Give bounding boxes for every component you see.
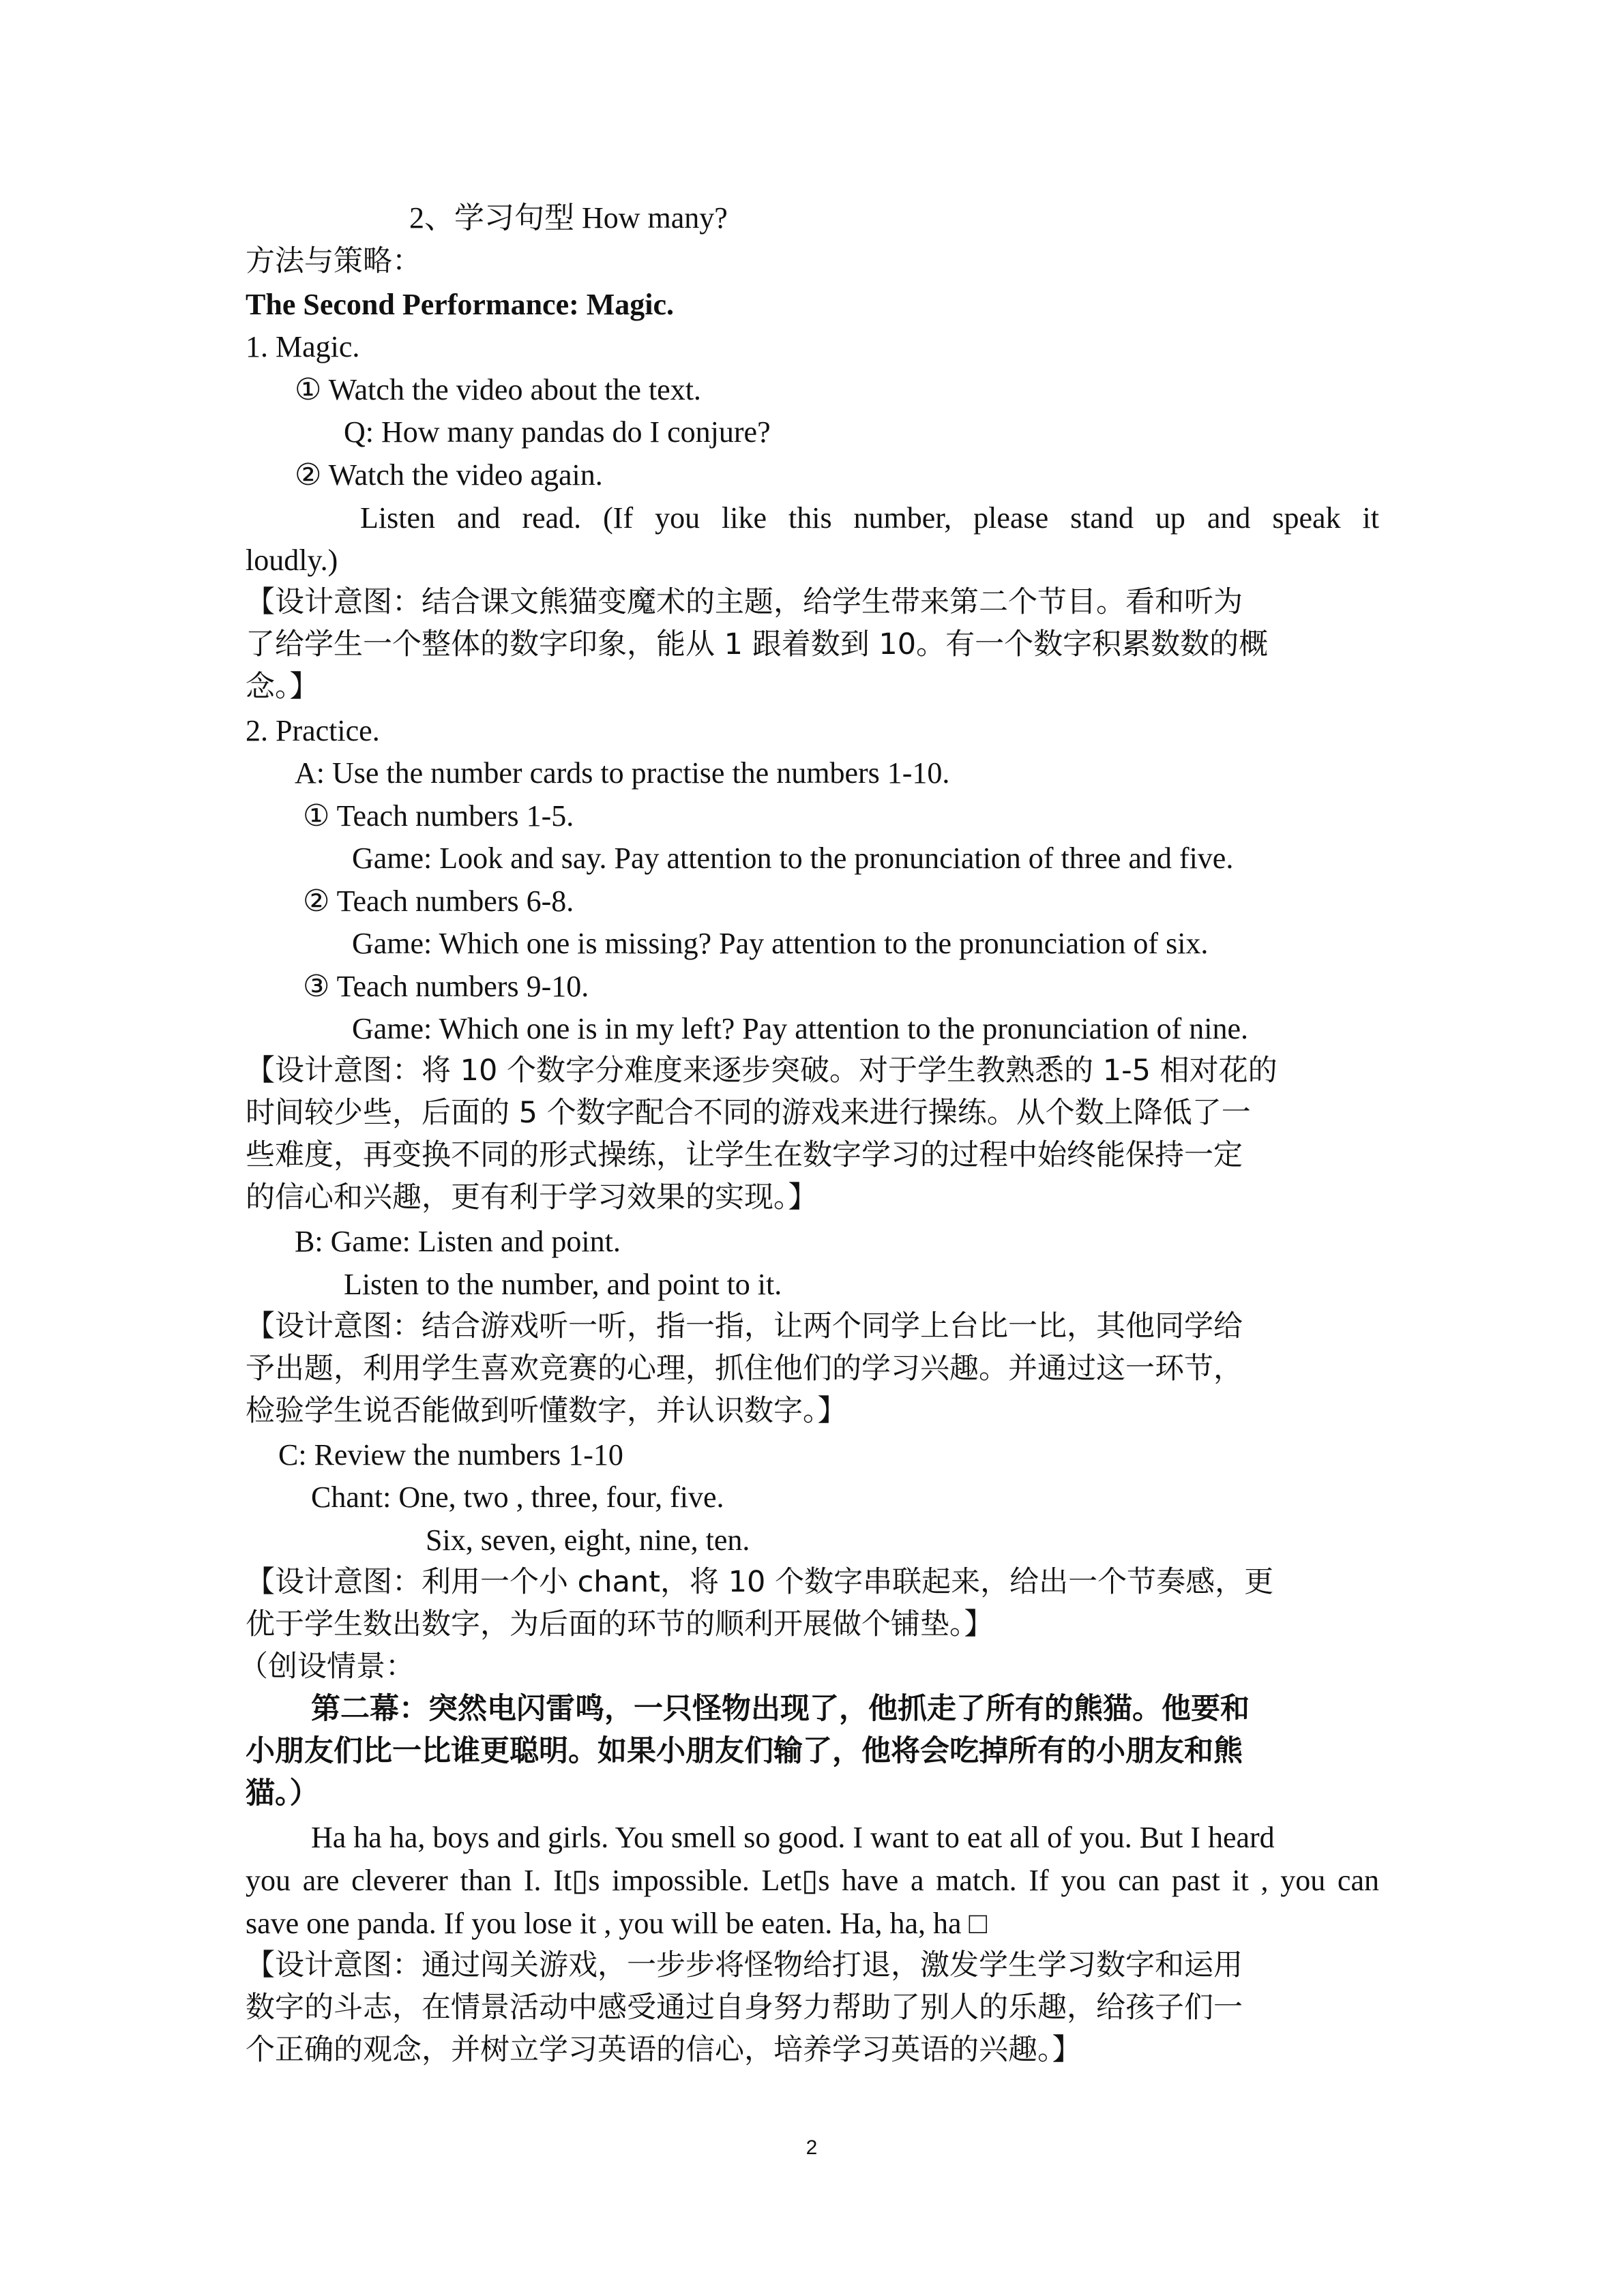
monster-dialogue: save one panda. If you lose it , you will be eaten. Ha, ha, ha □	[246, 1907, 988, 1940]
design-intent-note: 了给学生一个整体的数字印象，能从 1 跟着数到 10。有一个数字积累数数的概	[246, 627, 1269, 661]
section-title: The Second Performance: Magic.	[246, 288, 675, 321]
scenario-text: 小朋友们比一比谁更聪明。如果小朋友们输了，他将会吃掉所有的小朋友和熊	[246, 1734, 1243, 1768]
sentence-pattern-heading: 2、学习句型 How many?	[409, 201, 728, 235]
design-intent-note: 数字的斗志，在情景活动中感受通过自身努力帮助了别人的乐趣，给孩子们一	[246, 1991, 1243, 2025]
design-intent-note: 的信心和兴趣，更有利于学习效果的实现。】	[246, 1180, 818, 1214]
design-intent-note: 【设计意图：利用一个小 chant，将 10 个数字串联起来，给出一个节奏感，更	[246, 1565, 1274, 1599]
scenario-text: 第二幕：突然电闪雷鸣，一只怪物出现了，他抓走了所有的熊猫。他要和	[311, 1692, 1250, 1726]
design-intent-note: 予出题，利用学生喜欢竞赛的心理，抓住他们的学习兴趣。并通过这一环节，	[246, 1352, 1243, 1386]
scenario-heading: （创设情景：	[239, 1650, 415, 1684]
design-intent-note: 【设计意图：通过闯关游戏，一步步将怪物给打退，激发学生学习数字和运用	[246, 1948, 1243, 1982]
design-intent-note: 【设计意图：结合游戏听一听，指一指，让两个同学上台比一比，其他同学给	[246, 1309, 1243, 1343]
text-line: C: Review the numbers 1-10	[278, 1438, 623, 1472]
design-intent-note: 些难度，再变换不同的形式操练，让学生在数字学习的过程中始终能保持一定	[246, 1138, 1243, 1172]
methods-heading: 方法与策略：	[246, 244, 422, 278]
list-item: 2. Practice.	[246, 714, 380, 747]
design-intent-note: 【设计意图：将 10 个数字分难度来逐步突破。对于学生教熟悉的 1-5 相对花的	[246, 1054, 1278, 1088]
design-intent-note: 优于学生数出数字，为后面的环节的顺利开展做个铺垫。】	[246, 1607, 994, 1641]
monster-dialogue: Ha ha ha, boys and girls. You smell so good. I want to eat all of you. But I heard	[311, 1821, 1275, 1854]
design-intent-note: 个正确的观念，并树立学习英语的信心，培养学习英语的兴趣。】	[246, 2033, 1082, 2067]
text-line: Q: How many pandas do I conjure?	[344, 415, 771, 449]
list-item: ③ Teach numbers 9-10.	[303, 970, 589, 1003]
design-intent-note: 检验学生说否能做到听懂数字，并认识数字。】	[246, 1394, 847, 1428]
text-line: Game: Which one is missing? Pay attention to the pronunciation of six.	[352, 927, 1209, 960]
design-intent-note: 【设计意图：结合课文熊猫变魔术的主题，给学生带来第二个节目。看和听为	[246, 585, 1243, 619]
chant-line: Chant: One, two , three, four, five.	[311, 1480, 724, 1514]
list-item: ① Watch the video about the text.	[295, 373, 701, 406]
text-line: Listen and read. (If you like this number, please stand up and speak it	[360, 501, 1379, 535]
text-line: B: Game: Listen and point.	[295, 1225, 621, 1258]
chant-line: Six, seven, eight, nine, ten.	[426, 1523, 750, 1557]
list-item: ① Teach numbers 1-5.	[303, 799, 574, 833]
design-intent-note: 念。】	[246, 670, 319, 704]
list-item: 1. Magic.	[246, 330, 360, 363]
text-line: A: Use the number cards to practise the numbers 1-10.	[295, 756, 950, 790]
text-line: Game: Look and say. Pay attention to the pronunciation of three and five.	[352, 841, 1234, 875]
text-line: Game: Which one is in my left? Pay attention to the pronunciation of nine.	[352, 1012, 1248, 1045]
monster-dialogue: you are cleverer than I. It▯s impossible. Let▯s have a match. If you can past it , you can	[246, 1864, 1379, 1897]
text-line: loudly.)	[246, 543, 338, 577]
list-item: ② Watch the video again.	[295, 458, 603, 492]
design-intent-note: 时间较少些，后面的 5 个数字配合不同的游戏来进行操练。从个数上降低了一	[246, 1096, 1251, 1130]
scenario-text: 猫。）	[246, 1776, 319, 1810]
text-line: Listen to the number, and point to it.	[344, 1268, 782, 1301]
page-number: 2	[806, 2136, 818, 2159]
list-item: ② Teach numbers 6-8.	[303, 884, 574, 918]
